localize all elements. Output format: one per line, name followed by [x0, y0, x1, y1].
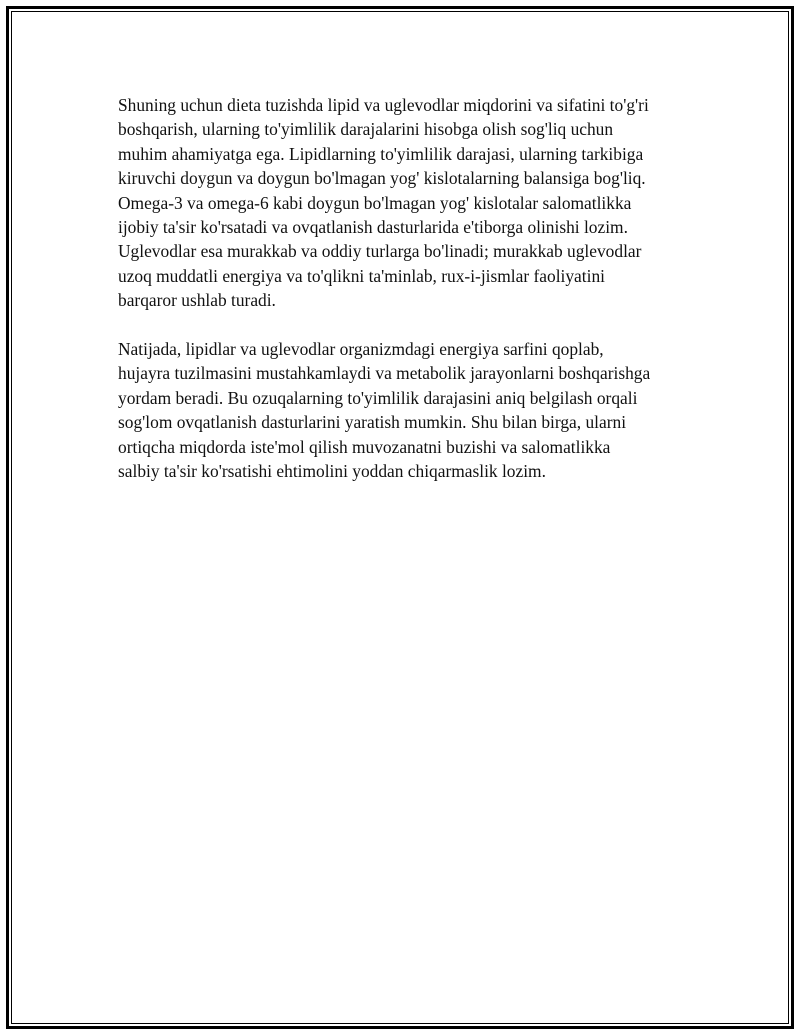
paragraph-line: barqaror ushlab turadi.: [118, 290, 276, 311]
paragraph-line: sog'lom ovqatlanish dasturlarini yaratish mumkin. Shu bilan birga, ularni: [118, 412, 627, 433]
paragraph-1: [118, 93, 698, 313]
paragraph-line: Natijada, lipidlar va uglevodlar organizmdagi energiya sarfini qoplab,: [118, 339, 604, 360]
paragraph-line: yordam beradi. Bu ozuqalarning to'yimlilik darajasini aniq belgilash orqali: [118, 387, 638, 408]
paragraph-line: Omega-3 va omega-6 kabi doygun bo'lmagan yog' kislotalar salomatlikka: [118, 192, 632, 213]
paragraph-line: boshqarish, ularning to'yimlilik darajalarini hisobga olish sog'liq uchun: [118, 119, 614, 140]
paragraph-line: muhim ahamiyatga ega. Lipidlarning to'yimlilik darajasi, ularning tarkibiga: [118, 143, 644, 164]
paragraph-line: ortiqcha miqdorda iste'mol qilish muvozanatni buzishi va salomatlikka: [118, 436, 611, 457]
paragraph-line: ijobiy ta'sir ko'rsatadi va ovqatlanish dasturlarida e'tiborga olinishi lozim.: [118, 217, 628, 238]
paragraph-line: salbiy ta'sir ko'rsatishi ehtimolini yoddan chiqarmaslik lozim.: [118, 461, 546, 482]
paragraph-2: [118, 337, 698, 483]
paragraph-line: uzoq muddatli energiya va to'qlikni ta'minlab, rux-i-jismlar faoliyatini: [118, 265, 605, 286]
paragraph-line: hujayra tuzilmasini mustahkamlaydi va metabolik jarayonlarni boshqarishga: [118, 363, 651, 384]
paragraph-line: Shuning uchun dieta tuzishda lipid va uglevodlar miqdorini va sifatini to'g'ri: [118, 95, 649, 115]
paragraph-line: kiruvchi doygun va doygun bo'lmagan yog' kislotalarning balansiga bog'liq.: [118, 168, 646, 189]
document-body: [118, 93, 698, 483]
paragraph-line: Uglevodlar esa murakkab va oddiy turlarga bo'linadi; murakkab uglevodlar: [118, 241, 642, 262]
